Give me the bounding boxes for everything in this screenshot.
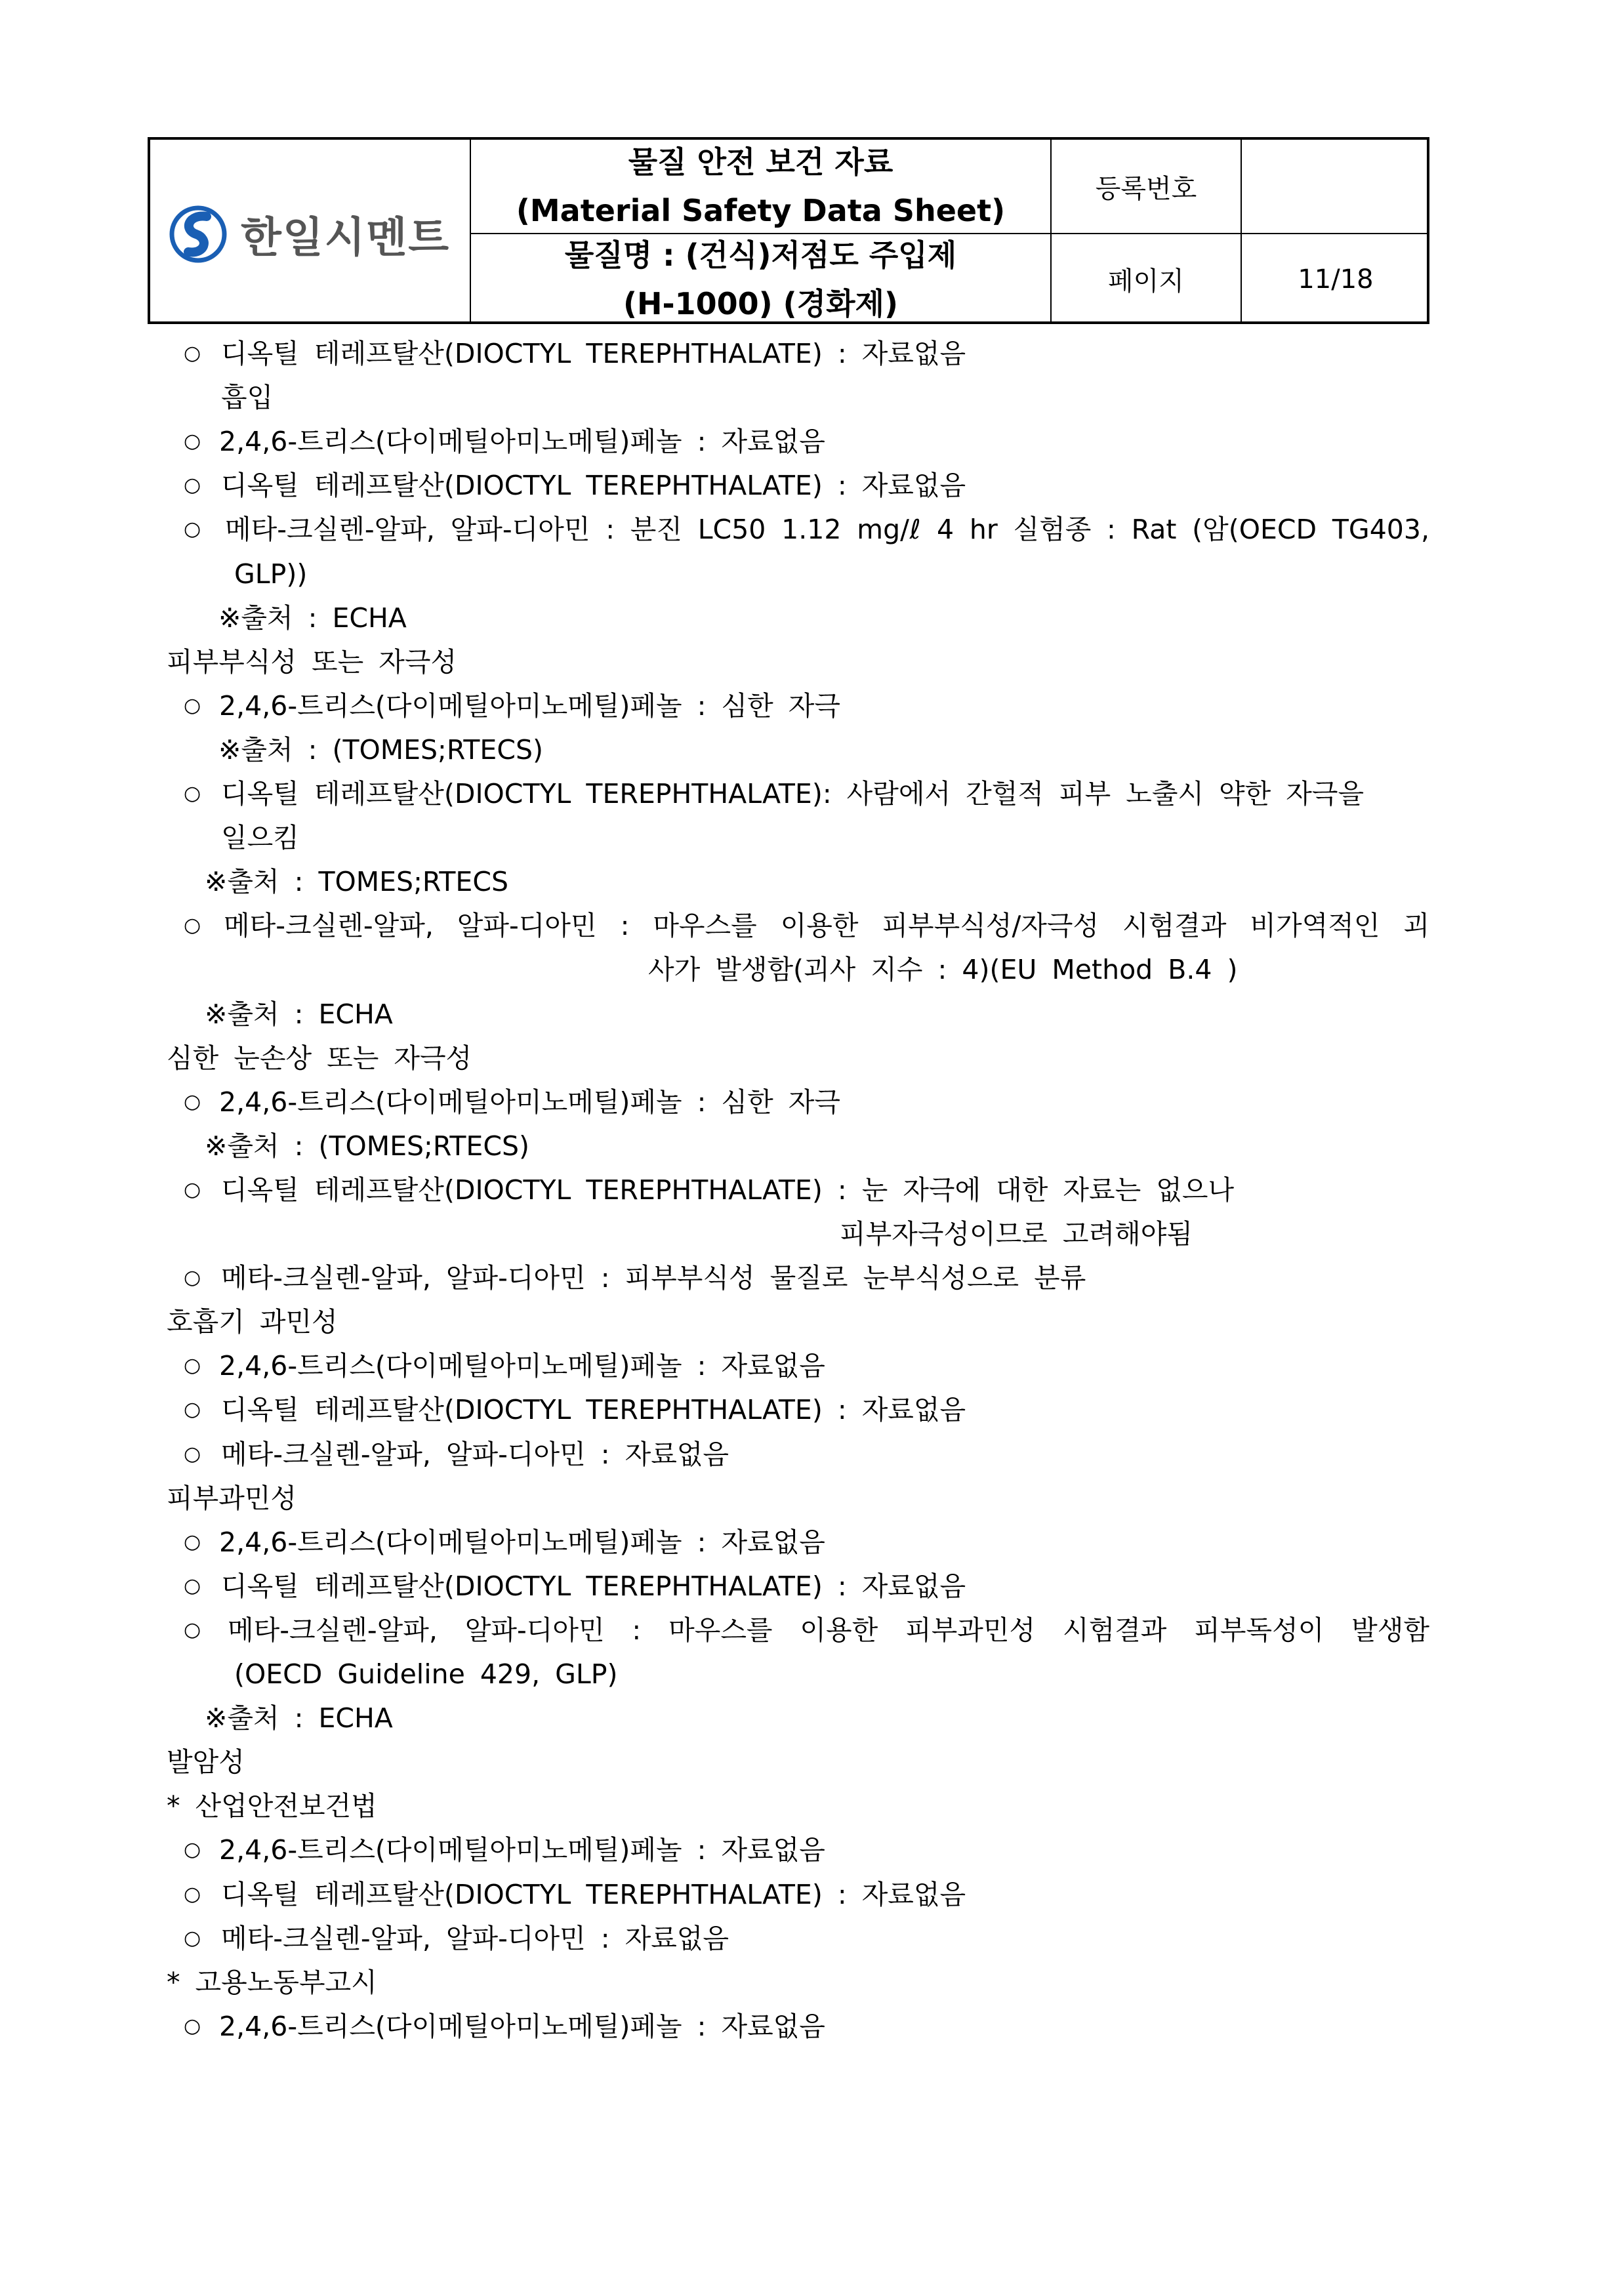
- text-line: 심한 눈손상 또는 자극성: [167, 1042, 472, 1074]
- bullet-icon: ○: [184, 1090, 201, 1113]
- text-line: ※출처 : ECHA: [205, 998, 393, 1030]
- text-line: ※출처 : ECHA: [205, 1702, 393, 1734]
- list-item: 2,4,6-트리스(다이메틸아미노메틸)페놀 : 자료없음: [219, 1834, 825, 1866]
- list-item: 메타-크실렌-알파, 알파-디아민 : 자료없음: [221, 1923, 729, 1954]
- list-item: 디옥틸 테레프탈산(DIOCTYL TEREPHTHALATE) : 자료없음: [221, 338, 966, 369]
- page-number: 11/18: [1298, 264, 1374, 295]
- list-item: 메타-크실렌-알파, 알파-디아민 : 마우스를 이용한 피부과민성 시험결과 피부독성이 발생함: [228, 1614, 1429, 1646]
- bullet-icon: ○: [184, 1927, 201, 1950]
- product-name: [471, 234, 1050, 324]
- text-line: ※출처 : ECHA: [218, 602, 407, 634]
- list-item: 2,4,6-트리스(다이메틸아미노메틸)페놀 : 자료없음: [219, 2011, 825, 2042]
- product-name-line2: (H-1000) (경화제): [623, 285, 899, 321]
- reg-no-value: [1242, 140, 1429, 233]
- company-logo: [169, 204, 450, 264]
- text-line: 사가 발생함(괴사 지수 : 4)(EU Method B.4 ): [648, 954, 1238, 985]
- bullet-icon: ○: [184, 1398, 201, 1421]
- bullet-icon: ○: [184, 1838, 201, 1861]
- page-label: 페이지: [1108, 266, 1184, 297]
- bullet-icon: ○: [184, 2015, 201, 2038]
- list-item: 디옥틸 테레프탈산(DIOCTYL TEREPHTHALATE): 사람에서 간헐적 피부 노출시 약한 자극을: [221, 778, 1365, 810]
- bullet-icon: ○: [184, 1883, 201, 1906]
- text-line: 발암성: [167, 1746, 245, 1778]
- bullet-icon: ○: [184, 1574, 201, 1597]
- list-item: 메타-크실렌-알파, 알파-디아민 : 분진 LC50 1.12 mg/ℓ 4 hr 실험종 : Rat (암(OECD TG403,: [225, 514, 1429, 545]
- list-item: 메타-크실렌-알파, 알파-디아민 : 피부부식성 물질로 눈부식성으로 분류: [221, 1262, 1086, 1294]
- list-item: 2,4,6-트리스(다이메틸아미노메틸)페놀 : 자료없음: [219, 1527, 825, 1558]
- product-name-line1: 물질명 : (건식)저점도 주입제: [564, 237, 957, 273]
- bullet-icon: ○: [184, 474, 201, 497]
- list-item: 2,4,6-트리스(다이메틸아미노메틸)페놀 : 자료없음: [219, 1350, 825, 1382]
- text-line: ※출처 : (TOMES;RTECS): [218, 734, 543, 766]
- bullet-icon: ○: [184, 1266, 201, 1289]
- list-item: 디옥틸 테레프탈산(DIOCTYL TEREPHTHALATE) : 자료없음: [221, 1394, 966, 1425]
- list-item: 2,4,6-트리스(다이메틸아미노메틸)페놀 : 심한 자극: [219, 1086, 840, 1118]
- list-item: 2,4,6-트리스(다이메틸아미노메틸)페놀 : 심한 자극: [219, 690, 840, 722]
- bullet-icon: ○: [184, 1618, 201, 1641]
- bullet-icon: ○: [184, 1178, 201, 1201]
- bullet-icon: ○: [184, 518, 201, 541]
- text-line: ※출처 : (TOMES;RTECS): [205, 1130, 529, 1162]
- bullet-icon: ○: [184, 430, 201, 453]
- bullet-icon: ○: [184, 782, 201, 805]
- text-line: 호흡기 과민성: [167, 1306, 338, 1338]
- logo-text: 한일시멘트: [241, 214, 451, 262]
- bullet-icon: ○: [184, 1354, 201, 1377]
- bullet-icon: ○: [184, 914, 201, 937]
- list-item: 메타-크실렌-알파, 알파-디아민 : 마우스를 이용한 피부부식성/자극성 시험결과 비가역적인 괴: [224, 910, 1429, 941]
- list-item: 디옥틸 테레프탈산(DIOCTYL TEREPHTHALATE) : 자료없음: [221, 1570, 966, 1602]
- text-line: 피부과민성: [167, 1483, 297, 1514]
- msds-header-table: [148, 137, 1429, 324]
- text-line: * 고용노동부고시: [167, 1967, 377, 1998]
- text-line: 흡입: [221, 382, 274, 413]
- list-item: 디옥틸 테레프탈산(DIOCTYL TEREPHTHALATE) : 자료없음: [221, 1879, 966, 1910]
- text-line: 일으킴: [221, 822, 299, 853]
- bullet-icon: ○: [184, 1530, 201, 1553]
- text-line: * 산업안전보건법: [167, 1790, 377, 1822]
- title-korean: 물질 안전 보건 자료: [628, 144, 893, 180]
- text-line: 피부부식성 또는 자극성: [167, 646, 457, 678]
- list-item: 디옥틸 테레프탈산(DIOCTYL TEREPHTHALATE) : 자료없음: [221, 470, 966, 501]
- bullet-icon: ○: [184, 1443, 201, 1466]
- text-line: (OECD Guideline 429, GLP): [234, 1658, 618, 1690]
- list-item: 메타-크실렌-알파, 알파-디아민 : 자료없음: [221, 1439, 729, 1470]
- text-line: ※출처 : TOMES;RTECS: [205, 866, 508, 897]
- list-item: 2,4,6-트리스(다이메틸아미노메틸)페놀 : 자료없음: [219, 426, 825, 457]
- list-item: 디옥틸 테레프탈산(DIOCTYL TEREPHTHALATE) : 눈 자극에 대한 자료는 없으나: [221, 1174, 1235, 1206]
- document-title: [471, 140, 1050, 233]
- title-english: (Material Safety Data Sheet): [516, 193, 1006, 228]
- reg-no-label: 등록번호: [1095, 173, 1197, 204]
- text-line: GLP)): [234, 558, 308, 590]
- bullet-icon: ○: [184, 342, 201, 365]
- logo-s-icon: [169, 205, 228, 264]
- bullet-icon: ○: [184, 694, 201, 717]
- text-line: 피부자극성이므로 고려해야됨: [840, 1218, 1193, 1250]
